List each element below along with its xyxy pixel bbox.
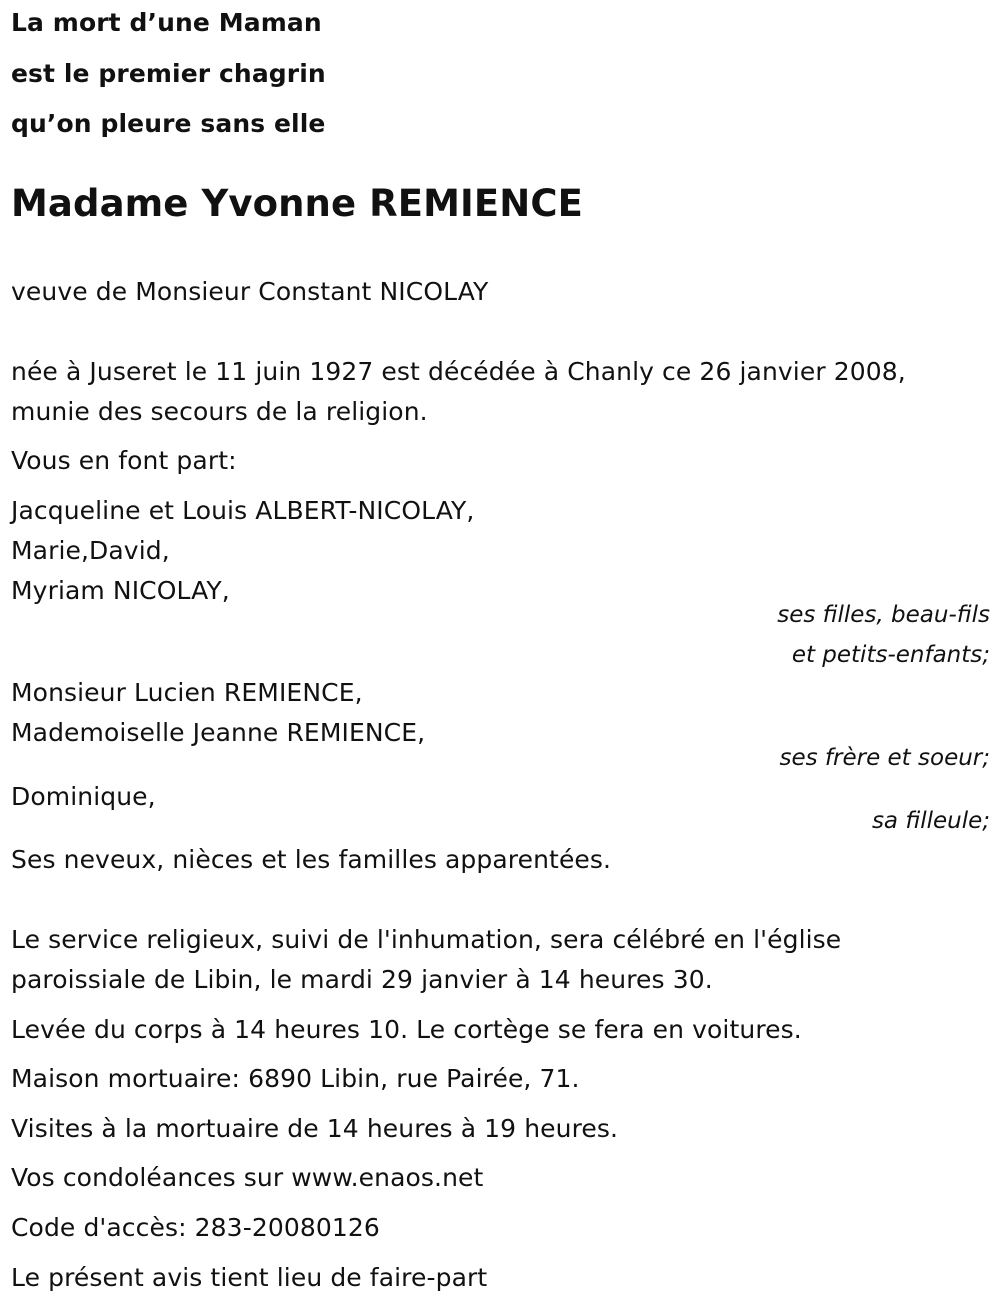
poem-line-3: qu’on pleure sans elle bbox=[11, 109, 326, 138]
relatives-line: Ses neveux, nièces et les familles apparentées. bbox=[11, 845, 612, 874]
service-line-2: paroissiale de Libin, le mardi 29 janvier à 14 heures 30. bbox=[11, 965, 713, 994]
family-role: ses filles, beau-fils bbox=[777, 602, 990, 628]
poem-line-1: La mort d’une Maman bbox=[11, 8, 322, 37]
family-name: Dominique, bbox=[11, 782, 156, 811]
detail-line: Code d'accès: 283-20080126 bbox=[11, 1213, 380, 1242]
detail-line: Vos condoléances sur www.enaos.net bbox=[11, 1163, 484, 1192]
deceased-name: Madame Yvonne REMIENCE bbox=[11, 182, 583, 225]
announce-line: Vous en font part: bbox=[11, 446, 237, 475]
detail-line: Levée du corps à 14 heures 10. Le cortège se fera en voitures. bbox=[11, 1015, 802, 1044]
birth-death-line-2: munie des secours de la religion. bbox=[11, 397, 428, 426]
widow-of-line: veuve de Monsieur Constant NICOLAY bbox=[11, 277, 489, 306]
family-name: Jacqueline et Louis ALBERT-NICOLAY, bbox=[11, 496, 475, 525]
family-name: Marie,David, bbox=[11, 536, 170, 565]
service-line-1: Le service religieux, suivi de l'inhumation, sera célébré en l'église bbox=[11, 925, 842, 954]
poem-line-2: est le premier chagrin bbox=[11, 59, 326, 88]
detail-line: Maison mortuaire: 6890 Libin, rue Pairée, 71. bbox=[11, 1064, 580, 1093]
family-role: et petits-enfants; bbox=[791, 642, 990, 668]
detail-line: Le présent avis tient lieu de faire-part bbox=[11, 1263, 488, 1292]
birth-death-line-1: née à Juseret le 11 juin 1927 est décédée à Chanly ce 26 janvier 2008, bbox=[11, 357, 906, 386]
family-name: Monsieur Lucien REMIENCE, bbox=[11, 678, 363, 707]
detail-line: Visites à la mortuaire de 14 heures à 19 heures. bbox=[11, 1114, 619, 1143]
family-role: sa filleule; bbox=[871, 808, 990, 834]
family-name: Myriam NICOLAY, bbox=[11, 576, 230, 605]
family-role: ses frère et soeur; bbox=[779, 745, 990, 771]
family-name: Mademoiselle Jeanne REMIENCE, bbox=[11, 718, 426, 747]
